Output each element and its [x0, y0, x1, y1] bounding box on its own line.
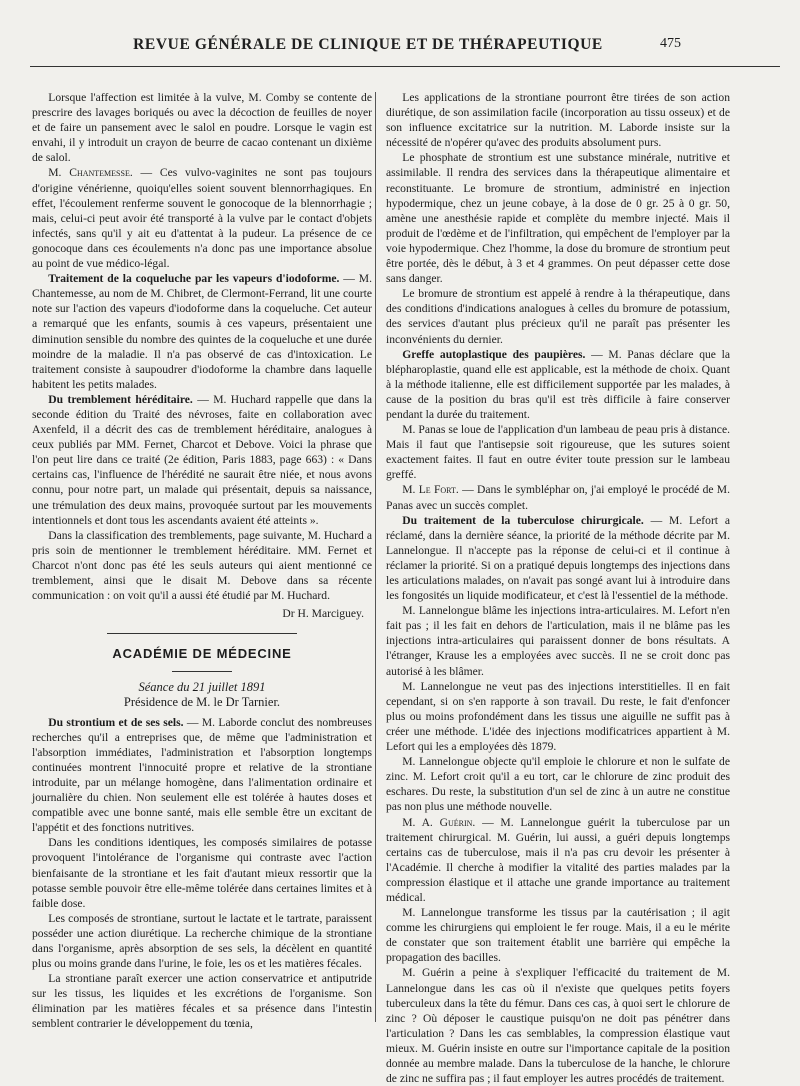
rubric-heading: Traitement de la coqueluche par les vapeurs d'iodoforme. — [48, 272, 340, 286]
session-date: Séance du 21 juillet 1891 — [138, 680, 266, 695]
paragraph — [386, 422, 730, 482]
paragraph — [32, 271, 372, 392]
paragraph-text: Dans la classification des tremblements, page suivante, M. Huchard a pris soin de mentionner le tremblement héréditaire. MM. Fernet et Charcot n'ont donc pas été les seuls auteurs qui aient mentionné ce tremblement, ainsi que le disait M. Debove dans sa récente communication : on voit qu'il a aussi été étudié par M. Huchard. — [32, 528, 372, 603]
paragraph — [32, 165, 372, 271]
paragraph — [386, 347, 730, 422]
section-rule — [172, 671, 232, 672]
paragraph — [386, 90, 730, 150]
paragraph-text: M. Guérin a peine à s'expliquer l'efficacité du traitement de M. Lannelongue dans les cas où il n'existe que quelques petits foyers tuberculeux dans la tête du fémur. Dans ces cas, à quoi sert le chlorure de zinc ? Où déposer le caustique puisqu'on ne doit pas pénétrer dans l'articulation ? Dans les cas semblables, la compression élastique vaut mieux. M. Guérin insiste en outre sur l'importance capitale de la position donnée au membre malade. Dans la tuberculose de la hanche, le chlorure de zinc ne suffira pas ; il faut employer les autres procédés de traitement. — [386, 966, 730, 1086]
paragraph — [32, 835, 372, 910]
speaker-name: M. A. Guérin. — [402, 815, 476, 829]
paragraph-text: Lorsque l'affection est limitée à la vulve, M. Comby se contente de prescrire des lavages boriqués ou avec la décoction de feuilles de noyer et de faire un pansement avec le salol en poudre. Lorsque le vagin est envahi, il y introduit un crayon de beurre de cacao contenant un dixième de salol. — [32, 91, 372, 165]
rubric-heading: Du tremblement héréditaire. — [48, 392, 193, 406]
paragraph-text: La strontiane paraît exercer une action conservatrice et antiputride sur les tissus, les liquides et les excrétions de l'organisme. Son élimination par les matières fécales et sa présence dans l'intestin semblent contrarier le développement du tœnia, — [32, 972, 372, 1031]
paragraph-text: Le bromure de strontium est appelé à rendre à la thérapeutique, dans des conditions d'indications analogues à celles du bromure de potassium, des services d'autant plus précieux qu'il ne paraît pas présenter les inconvénients du dernier. — [386, 287, 730, 346]
paragraph — [386, 286, 730, 346]
speaker-name: M. Le Fort. — [402, 483, 459, 497]
paragraph — [386, 482, 730, 512]
section-title: ACADÉMIE DE MÉDECINE — [112, 646, 292, 662]
header-rule — [30, 66, 780, 67]
paragraph-text: — Dans le symbléphar on, j'ai employé le procédé de M. Panas avec un succès complet. — [386, 483, 730, 512]
rubric-heading: Greffe autoplastique des paupières. — [402, 347, 586, 361]
paragraph — [386, 150, 730, 286]
paragraph — [386, 754, 730, 814]
paragraph-text: — M. Panas déclare que la blépharoplastie, quand elle est applicable, est la méthode de choix. Quant à la méthode italienne, elle est difficilement supportée par les malades, à cause de la position du bras qu'il est très difficile à faire conserver pendant la durée du traitement. — [386, 347, 730, 421]
rubric-heading: Du strontium et de ses sels. — [48, 715, 184, 729]
paragraph-text: Les applications de la strontiane pourront être tirées de son action diurétique, de son assimilation facile (incorporation au tissu osseux) et de son influence excitatrice sur la nutrition. M. Laborde insiste sur la nécessité de n'opérer qu'avec des produits absolument purs. — [386, 91, 730, 150]
paragraph-text: M. Panas se loue de l'application d'un lambeau de peau pris à distance. Mais il faut que l'antisepsie soit rigoureuse, que les sutures soient exactement faites. Il faut en outre éviter toute pression sur le lambeau greffé. — [386, 423, 730, 482]
paragraph-text: Le phosphate de strontium est une substance minérale, nutritive et assimilable. Il rendra des services dans la thérapeutique alimentaire et reconstituante. Le bromure de strontium, administré en injection hypodermique, chez un jeune cobaye, à la dose de 0 gr. 25 à 0 gr. 50, amène une anesthésie rapide et complète du membre injecté. Mais il produit de l'œdème et de l'infiltration, qui empêchent de l'employer par la voie hypodermique. Chez l'homme, la dose du bromure de strontium peut être portée, dès le début, à 3 et 4 grammes. On peut dépasser cette dose sans danger. — [386, 151, 730, 286]
left-column — [32, 90, 372, 1032]
paragraph — [32, 971, 372, 1031]
page-number: 475 — [660, 36, 681, 51]
paragraph-text: — M. Lefort a réclamé, dans la dernière séance, la priorité de la méthode décrite par M. Lannelongue. Il n'accepte pas la réponse de celui-ci et il continue à réclamer la priorité. Si on a pratiqué depuis longtemps des injections dans les articulations malades, on n'avait pas songé avant lui à introduire dans les fongosités un liquide modificateur, et c'est là l'essentiel de la méthode. — [386, 513, 730, 603]
page-header — [0, 0, 800, 60]
paragraph — [386, 965, 730, 1086]
paragraph — [386, 815, 730, 906]
paragraph — [32, 90, 372, 165]
speaker-name: M. Chantemesse. — [48, 166, 133, 180]
paragraph-text: — Ces vulvo-vaginites ne sont pas toujours d'origine vénérienne, quoiqu'elles soient souvent blennorrhagiques. En effet, l'écoulement renferme souvent le gonocoque de la blennorrhagie ; mais, celui-ci peut avoir été transporté à la vulve par le contact d'objets infectés, sans qu'il y ait eu d'attentat à la pudeur. La présence de ce gonocoque dans ces écoulements n'a donc pas une importance absolue au point de vue médico-légal. — [32, 166, 372, 271]
paragraph-text: — M. Chantemesse, au nom de M. Chibret, de Clermont-Ferrand, lit une courte note sur l'action des vapeurs d'iodoforme dans la coqueluche. Cet auteur a remarqué que les enfants, soumis à ces vapeurs, présentaient une diminution sensible du nombre des quintes de la coqueluche et une durée moindre de la maladie. Il n'a pas observé de cas d'intoxication. Le traitement consiste à saupoudrer d'iodoforme la chambre dans laquelle habitent les petits malades. — [32, 272, 372, 391]
paragraph-text: — M. Lannelongue guérit la tuberculose par un traitement chirurgical. M. Guérin, lui aussi, a guéri depuis longtemps certains cas de tuberculose, mais il n'a pas cru devoir les présenter à l'Académie. Il cherche à modifier la vitalité des parties malades par la compression élastique et il attache une grande importance au traitement médical. — [386, 815, 730, 904]
paragraph-text: — M. Laborde conclut des nombreuses recherches qu'il a entreprises que, de même que l'administration et l'absorption immédiates, l'administration et l'absorption longtemps continuées montrent l'innocuité propre et relative de la strontiane introduite, par un mélange homogène, dans l'alimentation ordinaire et journalière du chien. Non seulement elle est tolérée à hautes doses et compatible avec une bonne santé, mais elle semble être un excitant de l'appétit et des fonctions nutritives. — [32, 715, 372, 835]
paragraph-text: M. Lannelongue transforme les tissus par la cautérisation ; il agit comme les chirurgiens qui emploient le fer rouge. Mais, il a eu le mérite de constater que son traitement établit une barrière qui empêche la propagation des bacilles. — [386, 906, 730, 965]
paragraph-text: M. Lannelongue objecte qu'il emploie le chlorure et non le sulfate de zinc. M. Lefort croit qu'il a eu tort, car le chlorure de zinc produit des eschares. Du reste, la substitution d'un sel de zinc à un autre ne constitue pas non plus une méthode nouvelle. — [386, 755, 730, 814]
author-signature: Dr H. Marciguey. — [282, 607, 364, 621]
paragraph-text: Dans les conditions identiques, les composés similaires de potasse provoquent l'intolérance de l'organisme qui contraste avec l'action bienfaisante de la strontiane et les fait d'autant mieux ressortir que la potasse semble pouvoir être elle-même tolérée dans certaines limites et à faible dose. — [32, 836, 372, 910]
paragraph — [386, 603, 730, 678]
paragraph — [386, 905, 730, 965]
paragraph — [32, 911, 372, 971]
rubric-heading: Du traitement de la tuberculose chirurgicale. — [402, 513, 644, 527]
paragraph-text: M. Lannelongue ne veut pas des injections interstitielles. Il en fait cependant, si on s'en rapporte à son travail. Du reste, le fait d'enfoncer plus ou moins profondément dans les tissus une aiguille ne suffit pas à créer une méthode. L'idée des injections modificatrices appartient à M. Lefort qui les a employées dès 1879. — [386, 679, 730, 754]
paragraph — [386, 513, 730, 604]
paragraph — [32, 392, 372, 528]
paragraph-text: Les composés de strontiane, surtout le lactate et le tartrate, paraissent posséder une action diurétique. La recherche chimique de la strontiane dans l'organisme, après absorption de ses sels, la décèlent en quantité plus ou moins grande dans l'urine, le foie, les os et les matières fécales. — [32, 911, 372, 971]
right-column — [386, 90, 730, 1086]
paragraph — [32, 528, 372, 603]
paragraph — [386, 679, 730, 754]
section-rule — [107, 633, 297, 634]
paragraph-text: M. Lannelongue blâme les injections intra-articulaires. M. Lefort n'en fait pas ; il les fait en dehors de l'articulation, mais il ne blâme pas les injections intra-articulaires qui paraissent donner de bons résultats. A l'étranger, Krause les a employées avec succès. Il ne se croit donc pas autorisé à les blâmer. — [386, 604, 730, 678]
paragraph — [32, 715, 372, 836]
presidence-line: Présidence de M. le Dr Tarnier. — [123, 695, 281, 710]
running-title: REVUE GÉNÉRALE DE CLINIQUE ET DE THÉRAPEUTIQUE — [133, 36, 603, 53]
column-divider — [375, 92, 376, 1022]
paragraph-text: — M. Huchard rappelle que dans la seconde édition du Traité des névroses, faite en collaboration avec Axenfeld, il a décrit des cas de tremblement héréditaire, analogues à ceux publiés par MM. Fernet, Charcot et Debove. Voici la phrase que l'on peut lire dans ce traité (2e édition, Paris 1883, page 663) : « Dans certains cas, l'influence de l'hérédité ne saurait être niée, et nous avons connu, pour notre part, un malade qui présentait, depuis sa naissance, une trémulation des deux mains, provoquée surtout par les mouvements intentionnels et dont tous les ascendants avaient été atteints ». — [32, 392, 372, 527]
